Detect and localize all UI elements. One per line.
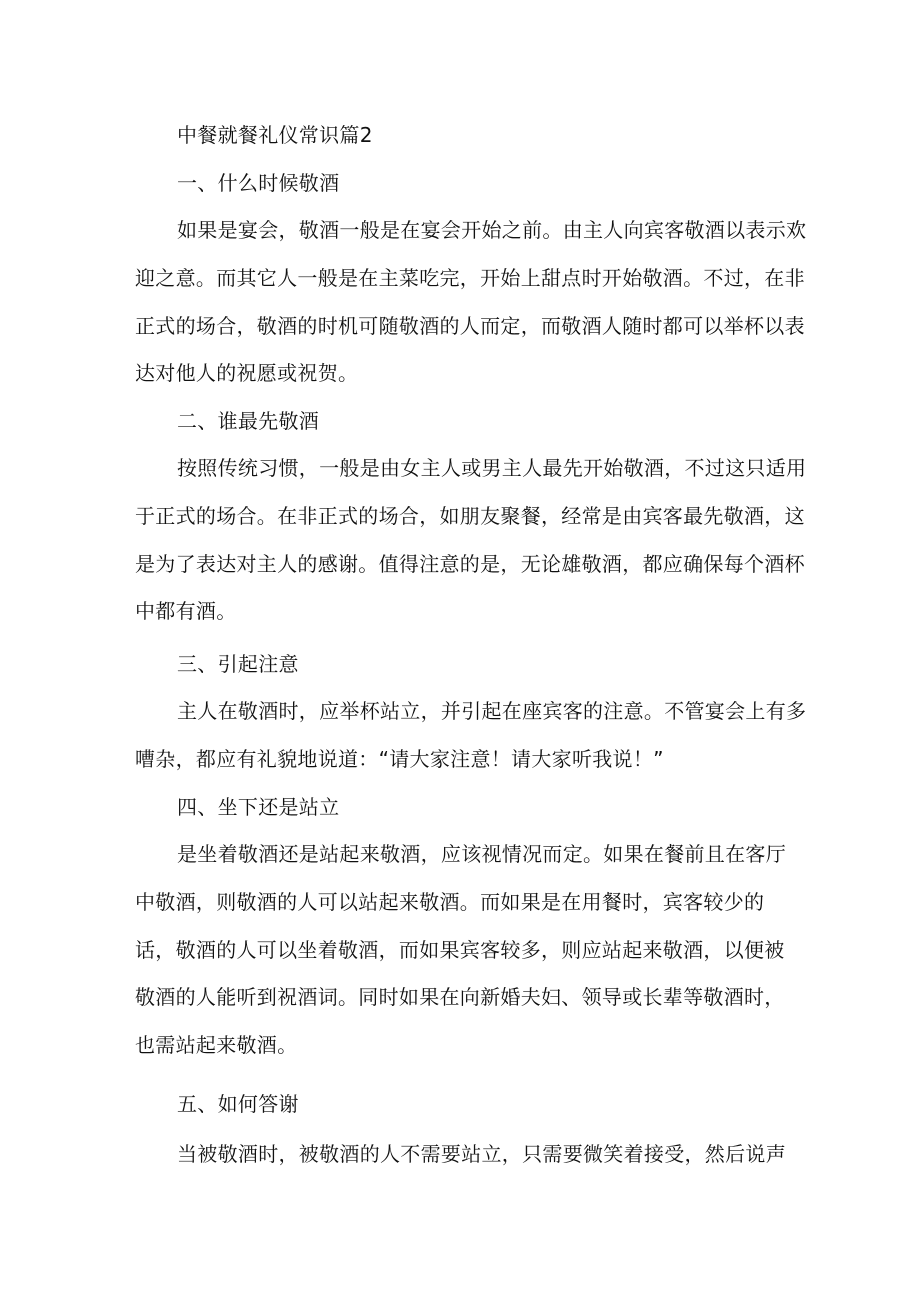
section-heading: 三、引起注意 [177,652,299,676]
paragraph-line: 主人在敬酒时，应举杯站立，并引起在座宾客的注意。不管宴会上有多 [177,699,807,723]
document-title: 中餐就餐礼仪常识篇2 [177,123,373,147]
paragraph-line: 于正式的场合。在非正式的场合，如朋友聚餐，经常是由宾客最先敬酒，这 [135,504,805,528]
paragraph-line: 是坐着敬酒还是站起来敬酒，应该视情况而定。如果在餐前且在客厅 [177,842,786,866]
paragraph-line: 是为了表达对主人的感谢。值得注意的是，无论雄敬酒，都应确保每个酒杯 [135,552,805,576]
paragraph-line: 按照传统习惯，一般是由女主人或男主人最先开始敬酒，不过这只适用 [177,456,807,480]
paragraph-line: 话，敬酒的人可以坐着敬酒，而如果宾客较多，则应站起来敬酒，以便被 [135,938,785,962]
section-heading: 一、什么时候敬酒 [177,171,340,195]
paragraph-line: 达对他人的祝愿或祝贺。 [135,361,359,385]
paragraph-line: 当被敬酒时，被敬酒的人不需要站立，只需要微笑着接受，然后说声 [177,1142,786,1166]
section-heading: 四、坐下还是站立 [177,795,340,819]
section-heading: 二、谁最先敬酒 [177,409,320,433]
paragraph-line: 也需站起来敬酒。 [135,1033,298,1057]
paragraph-line: 敬酒的人能听到祝酒词。同时如果在向新婚夫妇、领导或长辈等敬酒时， [135,985,785,1009]
paragraph-line: 正式的场合，敬酒的时机可随敬酒的人而定，而敬酒人随时都可以举杯以表 [135,314,805,338]
section-heading: 五、如何答谢 [177,1092,299,1116]
paragraph-line: 中都有酒。 [135,599,237,623]
paragraph-line: 中敬酒，则敬酒的人可以站起来敬酒。而如果是在用餐时，宾客较少的 [135,890,765,914]
paragraph-line: 如果是宴会，敬酒一般是在宴会开始之前。由主人向宾客敬酒以表示欢 [177,218,807,242]
paragraph-line: 迎之意。而其它人一般是在主菜吃完，开始上甜点时开始敬酒。不过，在非 [135,266,805,290]
paragraph-line: 嘈杂，都应有礼貌地说道：“请大家注意！请大家听我说！” [135,747,664,771]
